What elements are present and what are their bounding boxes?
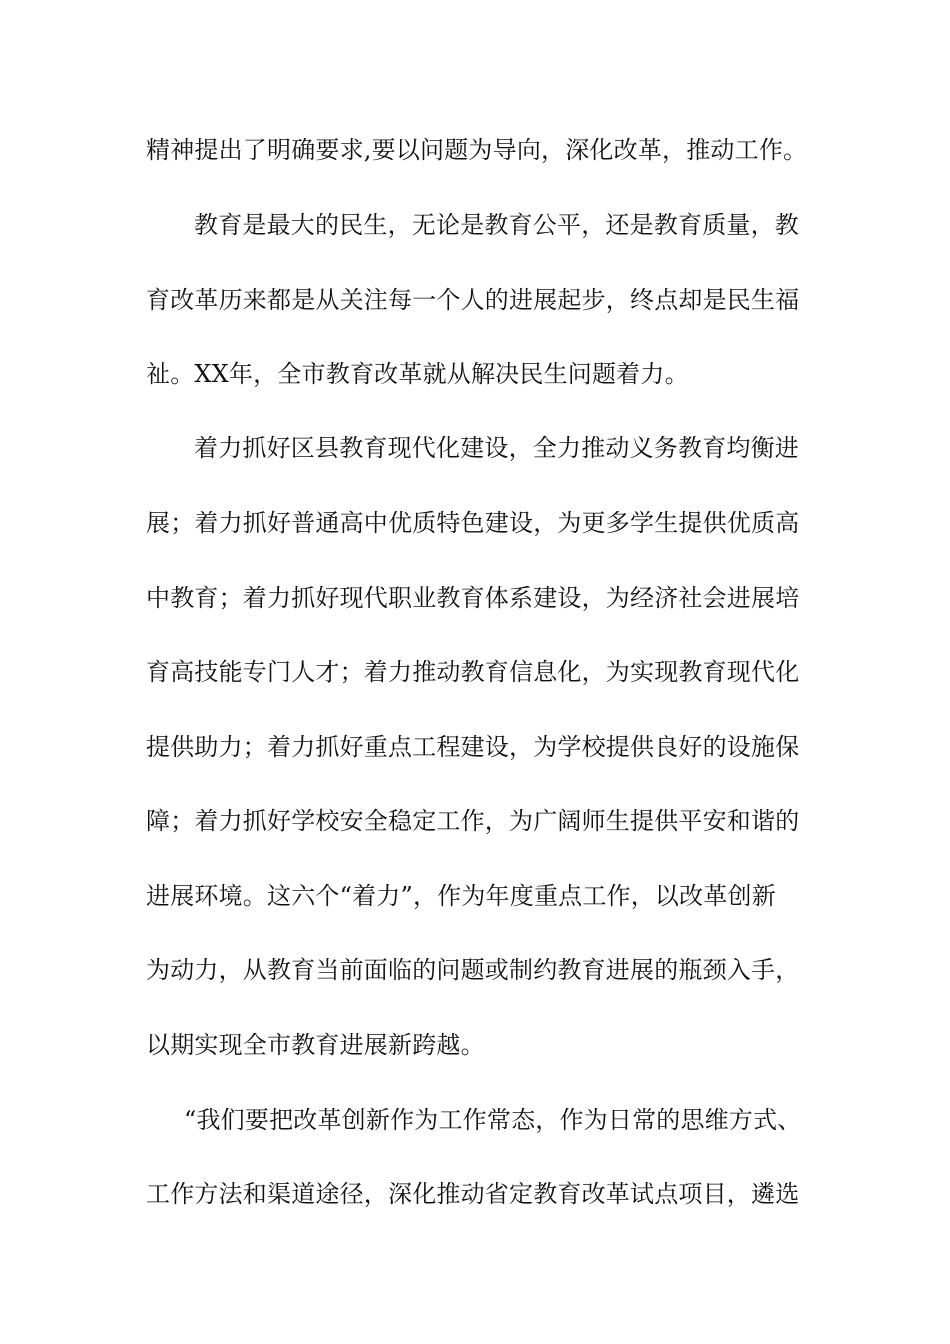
paragraph-start-line: “我们要把改革创新作为工作常态，作为日常的思维方式、 xyxy=(184,1106,802,1134)
text-line: 育改革历来都是从关注每一个人的进展起步，终点却是民生福 xyxy=(146,286,800,314)
text-line: 提供助力；着力抓好重点工程建设，为学校提供良好的设施保 xyxy=(146,733,800,761)
text-line: 障；着力抓好学校安全稳定工作，为广阔师生提供平安和谐的 xyxy=(146,807,800,835)
text-line: 以期实现全市教育进展新跨越。 xyxy=(146,1031,485,1059)
text-line: 精神提出了明确要求,要以问题为导向，深化改革，推动工作。 xyxy=(146,136,808,164)
text-line: 祉。XX年，全市教育改革就从解决民生问题着力。 xyxy=(146,360,689,388)
paragraph-start-line: 教育是最大的民生，无论是教育公平，还是教育质量，教 xyxy=(194,211,799,239)
text-line: 进展环境。这六个“着力”，作为年度重点工作，以改革创新 xyxy=(146,882,776,910)
text-line: 育高技能专门人才；着力推动教育信息化，为实现教育现代化 xyxy=(146,658,800,686)
text-line: 中教育；着力抓好现代职业教育体系建设，为经济社会进展培 xyxy=(146,584,800,612)
text-line: 为动力，从教育当前面临的问题或制约教育进展的瓶颈入手， xyxy=(146,956,800,984)
paragraph-start-line: 着力抓好区县教育现代化建设，全力推动义务教育均衡进 xyxy=(194,434,799,462)
text-line: 展；着力抓好普通高中优质特色建设，为更多学生提供优质高 xyxy=(146,509,800,537)
text-line: 工作方法和渠道途径，深化推动省定教育改革试点项目，遴选 xyxy=(146,1180,800,1208)
